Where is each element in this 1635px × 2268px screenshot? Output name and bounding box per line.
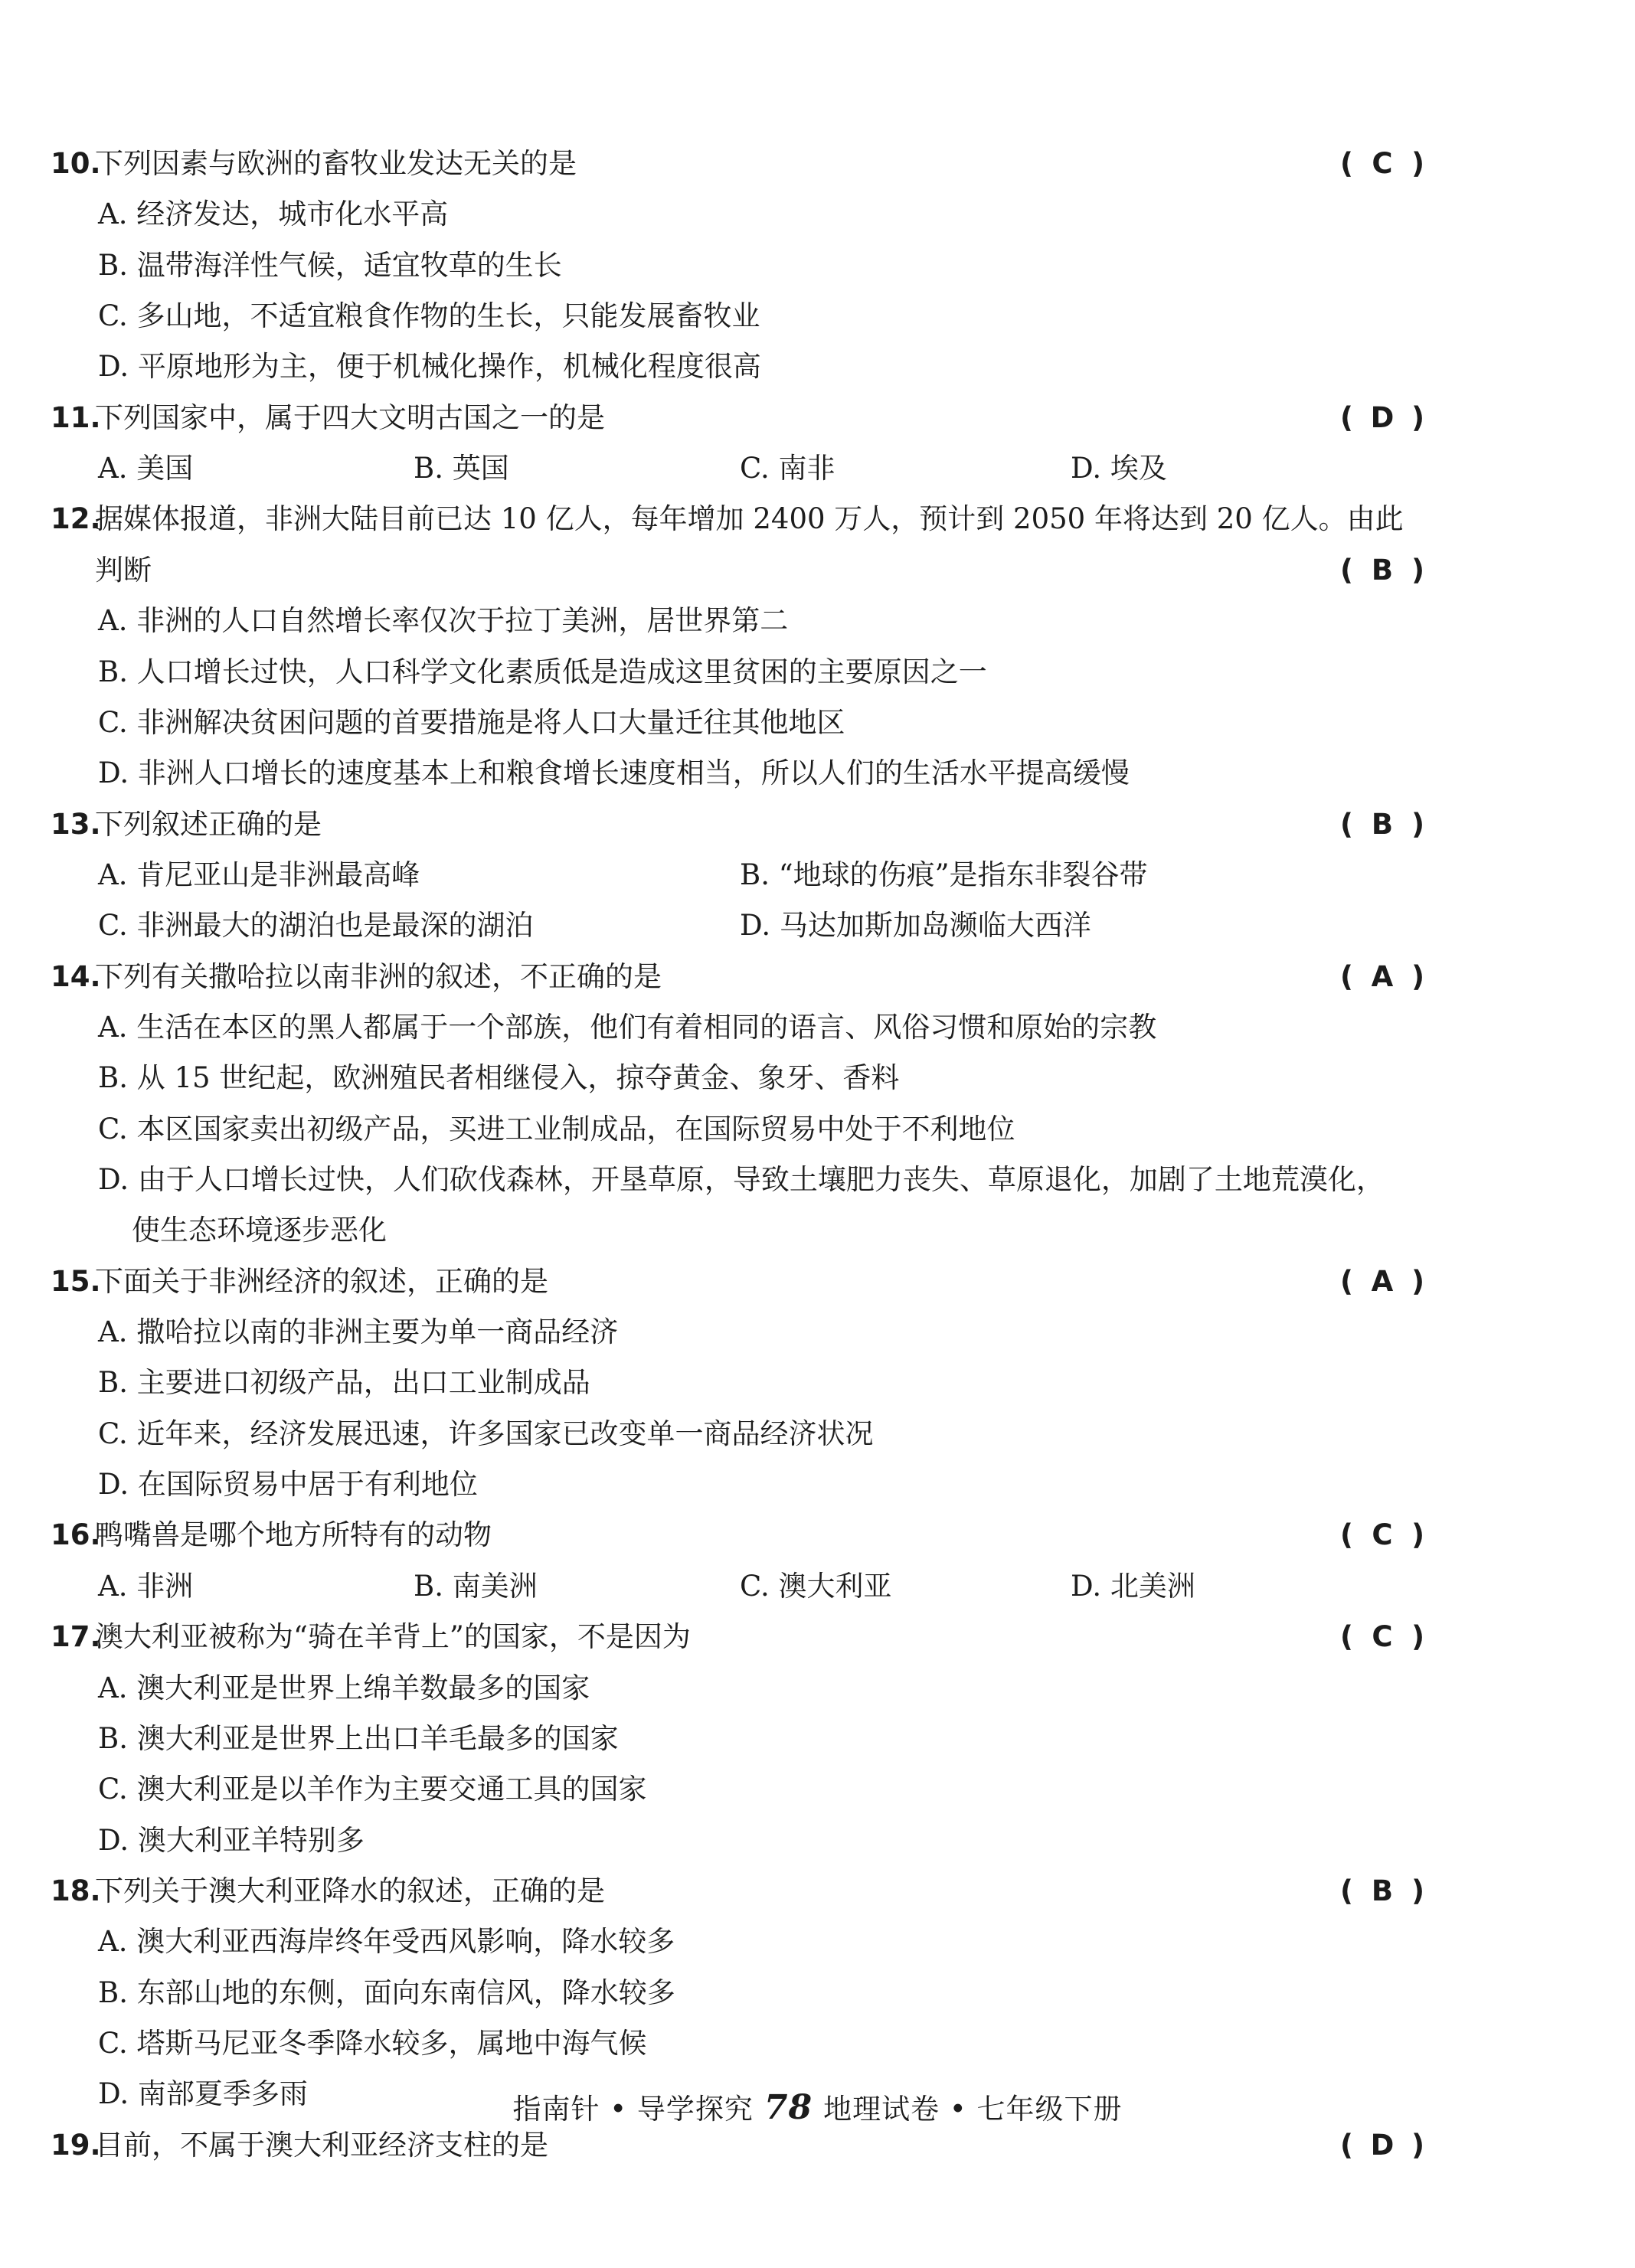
answer-paren-open: ( xyxy=(1340,1518,1353,1552)
question-stem xyxy=(0,1511,1635,1559)
answer-option: 使生态环境逐步恶化 xyxy=(132,1214,387,1247)
answer-option: C. 澳大利亚是以羊作为主要交通工具的国家 xyxy=(98,1773,647,1806)
option-row xyxy=(0,1106,1635,1153)
option-row xyxy=(0,1004,1635,1051)
option-row xyxy=(0,1054,1635,1102)
option-row xyxy=(0,1309,1635,1356)
question-text: 下列关于澳大利亚降水的叙述，正确的是 xyxy=(95,1874,605,1907)
question-stem-continued xyxy=(0,547,1635,594)
option-row xyxy=(0,902,1635,949)
answer-option: D. 澳大利亚羊特别多 xyxy=(98,1823,365,1857)
answer-paren-open: ( xyxy=(1340,147,1353,180)
answer-option: C. 澳大利亚 xyxy=(740,1569,892,1603)
answer-letter: D xyxy=(1370,2128,1395,2162)
question-text: 下列国家中，属于四大文明古国之一的是 xyxy=(95,400,605,434)
answer-option: A. 撒哈拉以南的非洲主要为单一商品经济 xyxy=(98,1315,619,1348)
option-row xyxy=(0,1817,1635,1864)
answer-paren-open: ( xyxy=(1340,400,1353,434)
option-row xyxy=(0,699,1635,747)
answer-paren-close: ) xyxy=(1411,1264,1424,1298)
option-row xyxy=(0,292,1635,340)
option-row xyxy=(0,649,1635,696)
answer-paren-open: ( xyxy=(1340,959,1353,993)
answer-option: B. 英国 xyxy=(414,452,509,485)
option-row xyxy=(0,445,1635,492)
question-number: 18. xyxy=(51,1874,101,1907)
answer-paren-close: ) xyxy=(1411,1518,1424,1552)
answer-option: C. 非洲解决贫困问题的首要措施是将人口大量迁往其他地区 xyxy=(98,705,845,739)
answer-letter: A xyxy=(1371,1264,1394,1298)
answer-option: B. “地球的伤痕”是指东非裂谷带 xyxy=(740,858,1148,891)
answer-paren-close: ) xyxy=(1411,959,1424,993)
page-footer xyxy=(0,2084,1635,2132)
option-row xyxy=(0,2020,1635,2067)
answer-letter: B xyxy=(1371,807,1394,841)
answer-paren-close: ) xyxy=(1411,2128,1424,2162)
answer-paren-open: ( xyxy=(1340,553,1353,587)
option-row xyxy=(0,1410,1635,1458)
answer-option: A. 澳大利亚西海岸终年受西风影响，降水较多 xyxy=(98,1925,675,1959)
question-stem xyxy=(0,953,1635,1001)
answer-option: A. 澳大利亚是世界上绵羊数最多的国家 xyxy=(98,1671,590,1704)
answer-option: D. 埃及 xyxy=(1071,452,1167,485)
footer-left: 指南针 • 导学探究 xyxy=(512,2093,754,2126)
option-row xyxy=(0,1918,1635,1966)
question-stem xyxy=(0,1613,1635,1661)
question-text: 目前，不属于澳大利亚经济支柱的是 xyxy=(95,2128,548,2162)
answer-letter: B xyxy=(1371,1874,1394,1907)
answer-option: B. 主要进口初级产品，出口工业制成品 xyxy=(98,1366,590,1400)
question-text: 澳大利亚被称为“骑在羊背上”的国家，不是因为 xyxy=(95,1620,691,1654)
question-number: 11. xyxy=(51,400,101,434)
answer-paren-close: ) xyxy=(1411,1620,1424,1654)
answer-letter: C xyxy=(1372,147,1393,180)
answer-option: D. 南部夏季多雨 xyxy=(98,2077,308,2111)
answer-paren-open: ( xyxy=(1340,1620,1353,1654)
answer-option: B. 人口增长过快，人口科学文化素质低是造成这里贫困的主要原因之一 xyxy=(98,655,987,688)
answer-option: B. 南美洲 xyxy=(414,1569,538,1603)
question-text: 据媒体报道，非洲大陆目前已达 10 亿人，每年增加 2400 万人，预计到 2050 年将达到 20 亿人。由此 xyxy=(95,502,1404,536)
option-row xyxy=(0,1715,1635,1763)
option-row xyxy=(0,191,1635,238)
question-text: 下面关于非洲经济的叙述，正确的是 xyxy=(95,1264,548,1298)
answer-option: C. 塔斯马尼亚冬季降水较多，属地中海气候 xyxy=(98,2026,647,2060)
option-row xyxy=(0,1207,1635,1254)
answer-option: B. 澳大利亚是世界上出口羊毛最多的国家 xyxy=(98,1721,619,1755)
question-number: 15. xyxy=(51,1264,101,1298)
question-number: 12. xyxy=(51,502,101,536)
option-row xyxy=(0,343,1635,391)
question-number: 14. xyxy=(51,959,101,993)
answer-letter: B xyxy=(1371,553,1394,587)
option-row xyxy=(0,851,1635,899)
answer-paren-close: ) xyxy=(1411,147,1424,180)
question-number: 16. xyxy=(51,1518,101,1552)
answer-option: D. 北美洲 xyxy=(1071,1569,1195,1603)
answer-option: C. 非洲最大的湖泊也是最深的湖泊 xyxy=(98,909,534,943)
option-row xyxy=(0,1461,1635,1508)
answer-option: D. 由于人口增长过快，人们砍伐森林，开垦草原，导致土壤肥力丧失、草原退化，加剧了土地荒漠化， xyxy=(98,1163,1385,1196)
answer-option: C. 本区国家卖出初级产品，买进工业制成品，在国际贸易中处于不利地位 xyxy=(98,1112,1015,1145)
answer-option: A. 经济发达，城市化水平高 xyxy=(98,198,449,231)
answer-paren-close: ) xyxy=(1411,400,1424,434)
option-row xyxy=(0,242,1635,289)
answer-option: B. 东部山地的东侧，面向东南信风，降水较多 xyxy=(98,1976,675,2009)
question-stem xyxy=(0,140,1635,188)
question-text: 下列叙述正确的是 xyxy=(95,807,322,841)
answer-letter: D xyxy=(1370,400,1395,434)
answer-option: A. 非洲的人口自然增长率仅次于拉丁美洲，居世界第二 xyxy=(98,604,789,638)
option-row xyxy=(0,1156,1635,1204)
answer-letter: C xyxy=(1372,1620,1393,1654)
answer-letter: A xyxy=(1371,959,1394,993)
question-text: 下列因素与欧洲的畜牧业发达无关的是 xyxy=(95,147,577,180)
answer-letter: C xyxy=(1372,1518,1393,1552)
question-number: 10. xyxy=(51,147,101,180)
answer-option: D. 平原地形为主，便于机械化操作，机械化程度很高 xyxy=(98,350,761,384)
option-row xyxy=(0,1359,1635,1407)
answer-option: C. 多山地，不适宜粮食作物的生长，只能发展畜牧业 xyxy=(98,299,760,332)
question-text: 判断 xyxy=(95,553,152,587)
answer-option: D. 非洲人口增长的速度基本上和粮食增长速度相当，所以人们的生活水平提高缓慢 xyxy=(98,757,1130,790)
answer-option: B. 从 15 世纪起，欧洲殖民者相继侵入，掠夺黄金、象牙、香料 xyxy=(98,1061,900,1095)
answer-paren-close: ) xyxy=(1411,1874,1424,1907)
option-row xyxy=(0,1969,1635,2017)
question-stem xyxy=(0,1868,1635,1915)
question-number: 13. xyxy=(51,807,101,841)
option-row xyxy=(0,1665,1635,1712)
question-stem xyxy=(0,394,1635,442)
answer-option: D. 在国际贸易中居于有利地位 xyxy=(98,1468,478,1502)
question-stem xyxy=(0,1258,1635,1306)
page-number: 78 xyxy=(764,2088,813,2127)
option-row xyxy=(0,750,1635,797)
option-row xyxy=(0,1766,1635,1813)
answer-option: A. 美国 xyxy=(98,452,194,485)
footer-right: 地理试卷 • 七年级下册 xyxy=(823,2093,1123,2126)
option-row xyxy=(0,1563,1635,1610)
answer-paren-open: ( xyxy=(1340,2128,1353,2162)
answer-paren-close: ) xyxy=(1411,553,1424,587)
answer-paren-open: ( xyxy=(1340,807,1353,841)
answer-option: B. 温带海洋性气候，适宜牧草的生长 xyxy=(98,248,562,282)
question-text: 下列有关撒哈拉以南非洲的叙述，不正确的是 xyxy=(95,959,662,993)
answer-option: A. 非洲 xyxy=(98,1569,194,1603)
question-number: 19. xyxy=(51,2128,101,2162)
answer-paren-open: ( xyxy=(1340,1874,1353,1907)
question-number: 17. xyxy=(51,1620,101,1654)
question-stem xyxy=(0,495,1635,543)
answer-option: D. 马达加斯加岛濒临大西洋 xyxy=(740,909,1091,943)
answer-paren-open: ( xyxy=(1340,1264,1353,1298)
answer-option: A. 生活在本区的黑人都属于一个部族，他们有着相同的语言、风俗习惯和原始的宗教 xyxy=(98,1010,1157,1044)
answer-paren-close: ) xyxy=(1411,807,1424,841)
option-row xyxy=(0,597,1635,645)
answer-option: C. 近年来，经济发展迅速，许多国家已改变单一商品经济状况 xyxy=(98,1417,874,1450)
question-text: 鸭嘴兽是哪个地方所特有的动物 xyxy=(95,1518,492,1552)
question-stem xyxy=(0,801,1635,848)
answer-option: A. 肯尼亚山是非洲最高峰 xyxy=(98,858,420,891)
answer-option: C. 南非 xyxy=(740,452,835,485)
